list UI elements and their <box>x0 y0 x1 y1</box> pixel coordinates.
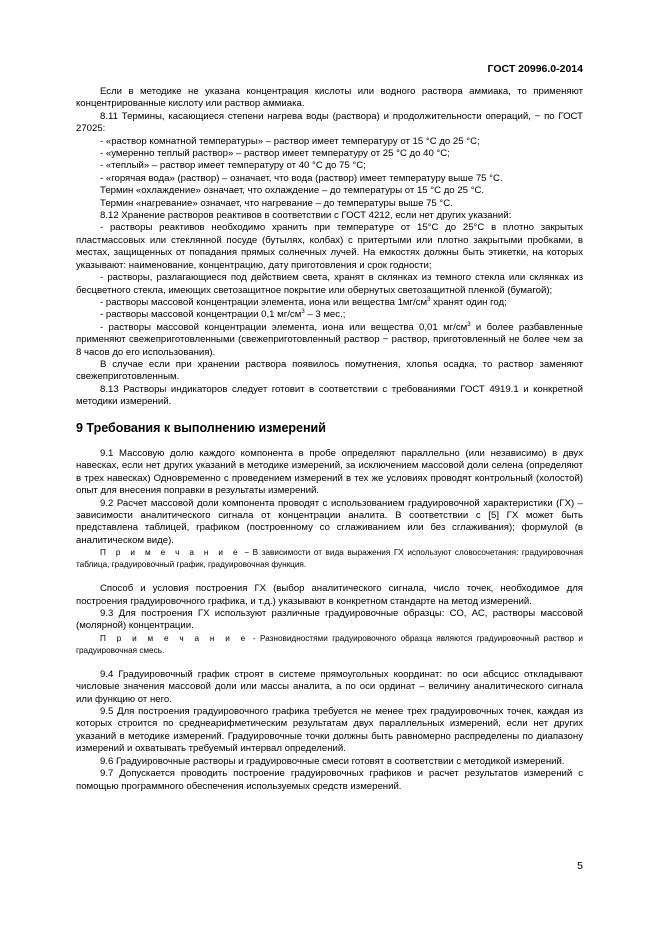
list-item: - «горячая вода» (раствор) – означает, что вода (раствор) имеет температуру выше 75 °С. <box>100 172 503 184</box>
text: хранят один год; <box>430 296 507 308</box>
note <box>76 547 583 571</box>
paragraph: Если в методике не указана концентрация кислоты или водного раствора аммиака, то применяют концентрированные кислоту или раствор аммиака. <box>76 86 583 110</box>
paragraph: 9.1 Массовую долю каждого компонента в пробе определяют параллельно (или независимо) в двух навесках, если нет других указаний в методике измерений, за исключением массовой доли селена (определяют в трех навесках) Одновременно с проведением измерений в тех же условиях проводят контрольный (холостой) опыт для внесения поправки в результаты измерений. <box>76 447 583 497</box>
list-item: - растворы, разлагающиеся под действием света, хранят в склянках из темного стекла или склянках из бесцветного стекла, имеющих светозащитное покрытие или обернутых светозащитной пленкой (бумагой); <box>76 272 583 296</box>
superscript: 3 <box>301 309 305 316</box>
paragraph: Термин «нагревание» означает, что нагревание – до температуры выше 75 °С. <box>100 197 453 209</box>
text: – 3 мес.; <box>304 309 346 321</box>
list-item <box>76 297 583 309</box>
paragraph: В случае если при хранении раствора появилось помутнения, хлопья осадка, то раствор заменяют свежеприготовленным. <box>76 358 583 383</box>
paragraph: Термин «охлаждение» означает, что охлаждение – до температуры от 15 °С до 25 °С. <box>100 185 485 197</box>
list-item: - растворы реактивов необходимо хранить при температуре от 15°С до 25°С в плотно закрытых пластмассовых или стеклянной посуде (бутылях, колбах) с притертыми или плотно закрытыми пробками, в местах, защищенных от попадания прямых солнечных лучей. На емкостях должны быть этикетки, на которых указывают: наименование, концентрацию, дату приготовления и срок годности; <box>76 222 583 271</box>
note-text: - Разновидностями градуировочного образца являются градуировочный раствор и градуировочная смесь. <box>76 633 583 655</box>
document-body <box>76 86 583 793</box>
text: - растворы массовой концентрации элемента, иона или вещества 1мг/см <box>100 296 428 308</box>
section-heading: 9 Требования к выполнению измерений <box>76 420 326 435</box>
paragraph: 9.3 Для построения ГХ используют различные градуировочные образцы: СО, АС, растворы массовой (молярной) концентрации. <box>76 608 583 632</box>
note <box>76 633 583 657</box>
paragraph: 9.4 Градуировочный график строят в системе прямоугольных координат: по оси абсцисс откладывают числовые значения массовой доли или массы аналита, а по оси ординат – величину аналитического сигнала или функцию от него. <box>76 668 583 705</box>
list-item: - «раствор комнатной температуры» – раствор имеет температуру от 15 °С до 25 °С; <box>100 135 480 147</box>
paragraph: 9.6 Градуировочные растворы и градуировочные смеси готовят в соответствии с методикой измерений. <box>100 755 565 767</box>
text: и более разбавленные применяют свежеприготовленными (свежеприготовленный раствор − раствор, приготовленный не более чем за 8 часов до его использования). <box>76 321 583 358</box>
paragraph: 8.13 Растворы индикаторов следует готовит в соответствии с требованиями ГОСТ 4919.1 и конкретной методики измерений. <box>76 383 583 408</box>
list-item: - «умеренно теплый раствор» – раствор имеет температуру от 25 °С до 40 °С; <box>100 148 450 160</box>
paragraph: 8.11 Термины, касающиеся степени нагрева воды (раствора) и продолжительности операций, − по ГОСТ 27025: <box>76 110 583 135</box>
list-item: - «теплый» – раствор имеет температуру от 40 °С до 75 °С; <box>100 160 366 172</box>
list-item <box>76 309 583 321</box>
text: - растворы массовой концентрации элемента, иона или вещества 0,01 мг/см <box>100 321 468 333</box>
spacer <box>76 657 583 669</box>
paragraph: 9.2 Расчет массовой доли компонента проводят с использованием градуировочной характеристики (ГХ) – зависимости аналитического сигнала от концентрации аналита. В соответствии с [5] ГХ может быть представлена таблицей, графиком (построенному со сглаживанием или без сглаживания); формулой (в аналитическом виде). <box>76 497 583 546</box>
text: - растворы массовой концентрации 0,1 мг/см <box>100 309 302 321</box>
spacer <box>76 571 583 583</box>
page-number: 5 <box>577 860 583 872</box>
paragraph: 9.7 Допускается проводить построение градуировочных графиков и расчет результатов измерений с помощью программного обеспечения используемых средств измерений. <box>76 768 583 792</box>
paragraph: 8.12 Хранение растворов реактивов в соответствии с ГОСТ 4212, если нет других указаний: <box>100 210 512 222</box>
superscript: 3 <box>467 321 471 328</box>
note-label: П р и м е ч а н и е <box>100 633 249 643</box>
note-label: П р и м е ч а н и е <box>100 548 241 558</box>
list-item <box>76 322 583 359</box>
document-code: ГОСТ 20996.0-2014 <box>487 63 583 75</box>
paragraph: 9.5 Для построения градуировочного графика требуется не менее трех градуировочных точек, каждая из которых строится по среднеарифметическим результатам двух параллельных измерений, если нет других указаний в методике измерений. Градуировочные точки должны быть равномерно распределены по диапазону измерений и охватывать требуемый интервал определений. <box>76 706 583 755</box>
note-text: − В зависимости от вида выражения ГХ используют словосочетания: градуировочная таблица, градуировочный график, градуировочная функция. <box>76 548 583 570</box>
superscript: 3 <box>427 296 431 303</box>
paragraph: Способ и условия построения ГХ (выбор аналитического сигнала, число точек, необходимое для построения градуировочного графика, и т.д.) указывают в конкретном стандарте на метод измерений. <box>76 583 583 607</box>
